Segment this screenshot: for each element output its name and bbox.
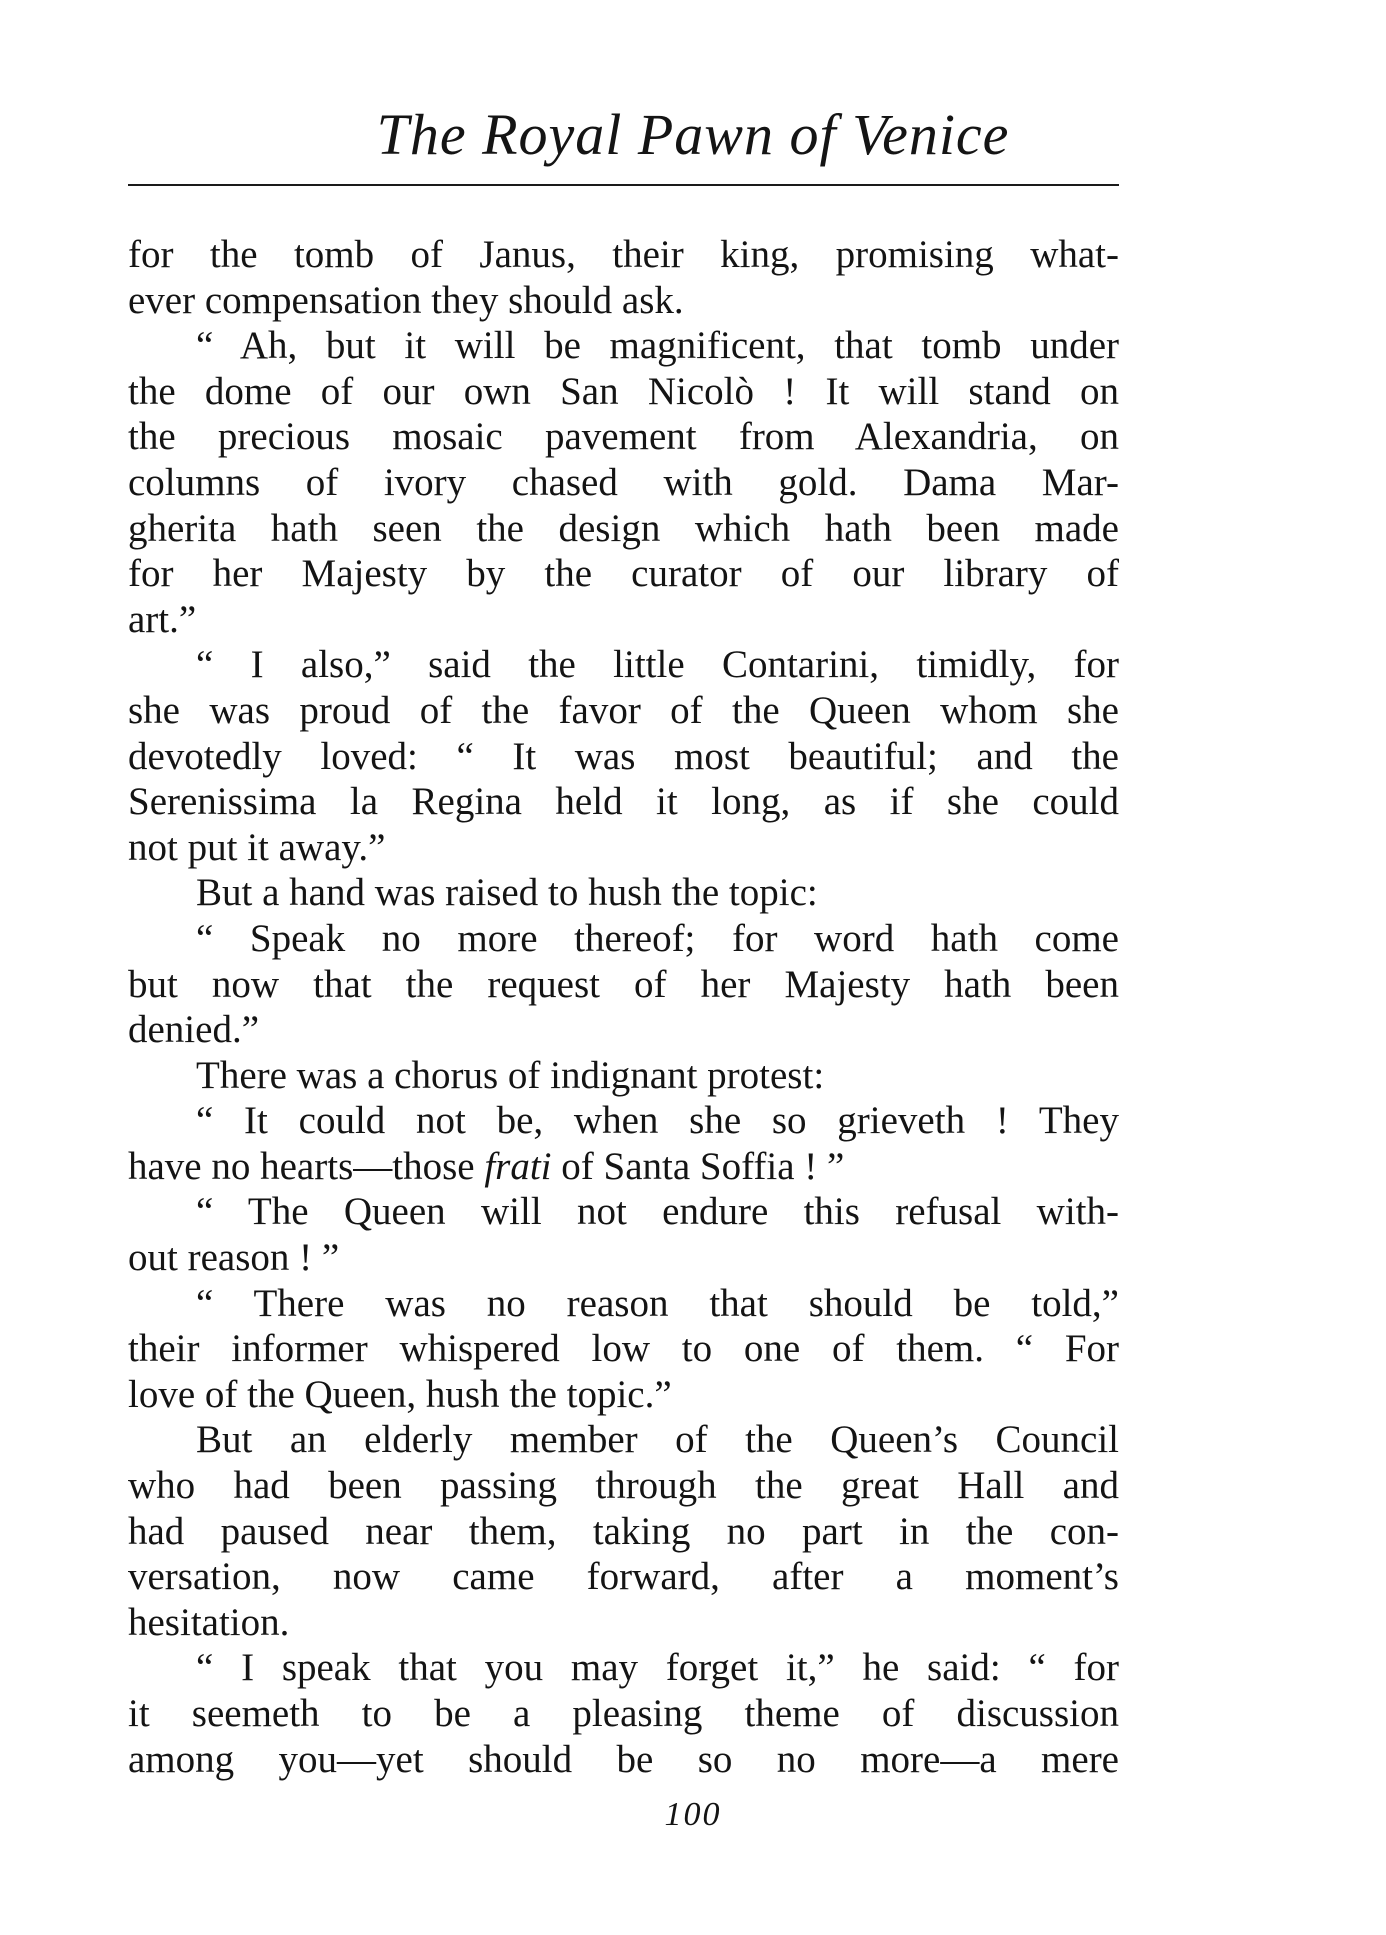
text-line: who had been passing through the great Hall and	[128, 1464, 1119, 1508]
text-line: Serenissima la Regina held it long, as if she could	[128, 780, 1119, 824]
text-line: for her Majesty by the curator of our library of	[128, 552, 1119, 596]
text-line: it seemeth to be a pleasing theme of discussion	[128, 1692, 1119, 1735]
text-line: out reason ! ”	[128, 1236, 340, 1280]
text-line: versation, now came forward, after a moment’s	[128, 1555, 1119, 1599]
italic-word: frati	[484, 1144, 552, 1188]
text-line: “ The Queen will not endure this refusal with-	[196, 1190, 1119, 1234]
body-text	[128, 232, 1119, 1782]
text-line: their informer whispered low to one of them. “ For	[128, 1327, 1119, 1371]
header-rule	[128, 184, 1119, 186]
text-line: among you—yet should be so no more—a mere	[128, 1737, 1119, 1781]
text-line: “ I also,” said the little Contarini, timidly, for	[196, 643, 1119, 687]
text-line: but now that the request of her Majesty hath been	[128, 962, 1119, 1006]
text-line: not put it away.”	[128, 825, 386, 869]
text-line: she was proud of the favor of the Queen whom she	[128, 688, 1119, 732]
running-title: The Royal Pawn of Venice	[376, 102, 1010, 167]
text-line: love of the Queen, hush the topic.”	[128, 1372, 672, 1416]
page-number: 100	[664, 1796, 722, 1833]
text-line: art.”	[128, 597, 197, 641]
text-line: had paused near them, taking no part in the con-	[128, 1509, 1119, 1553]
text-line: “ Speak no more thereof; for word hath come	[196, 916, 1119, 960]
text-line: There was a chorus of indignant protest:	[196, 1053, 825, 1097]
text-line: hesitation.	[128, 1600, 290, 1644]
text-line: “ Ah, but it will be magnificent, that tomb under	[196, 324, 1119, 368]
text-line: gherita hath seen the design which hath been made	[128, 506, 1119, 550]
text-line: have no hearts—those frati of Santa Soffia ! ”	[128, 1144, 845, 1188]
text-line: the precious mosaic pavement from Alexandria, on	[128, 415, 1119, 459]
text-line: columns of ivory chased with gold. Dama Mar-	[128, 460, 1119, 504]
text-line: denied.”	[128, 1008, 260, 1052]
text-line: devotedly loved: “ It was most beautiful; and the	[128, 734, 1119, 778]
text-line: “ I speak that you may forget it,” he said: “ for	[196, 1646, 1119, 1690]
text-line: the dome of our own San Nicolò ! It will stand on	[128, 369, 1119, 413]
text-line: “ It could not be, when she so grieveth ! They	[196, 1099, 1119, 1143]
text-line: ever compensation they should ask.	[128, 278, 684, 322]
text-line: But a hand was raised to hush the topic:	[196, 871, 818, 915]
text-line: “ There was no reason that should be told,”	[196, 1281, 1119, 1325]
text-line: for the tomb of Janus, their king, promising what-	[128, 233, 1119, 276]
text-line: But an elderly member of the Queen’s Council	[196, 1418, 1119, 1462]
